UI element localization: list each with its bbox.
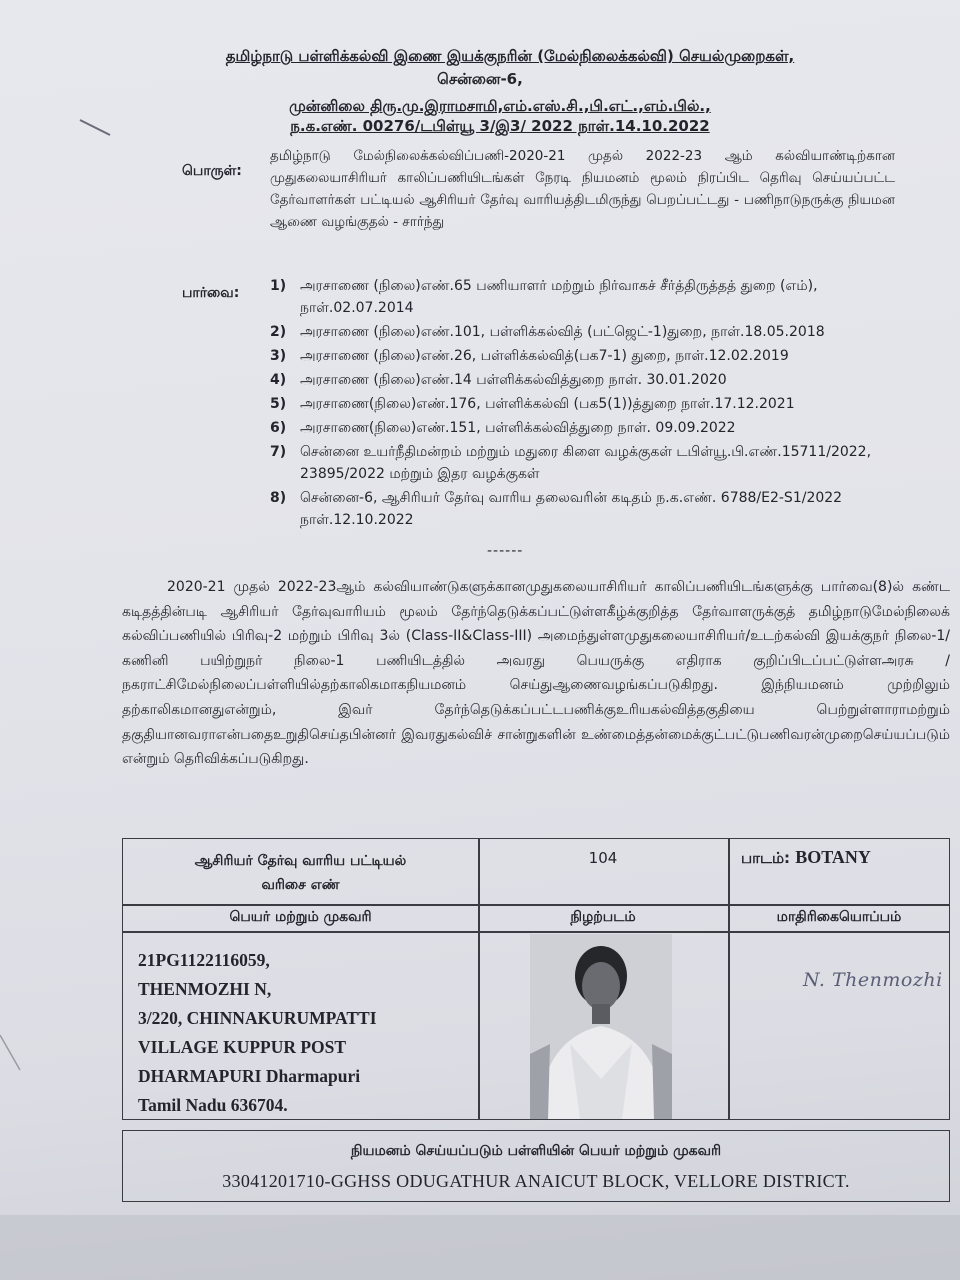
reference-item: 7) சென்னை உயர்நீதிமன்றம் மற்றும் மதுரை கிளை வழக்குகள் டபிள்யூ.பி.எண்.15711/2022, 23895/2022 மற்றும் இதர வழக்குகள்: [270, 444, 872, 482]
column-header-photo: நிழற்படம்: [570, 909, 636, 925]
school-box: [122, 1130, 950, 1202]
rank-value: 104: [588, 849, 618, 867]
order-body-paragraph: 2020-21 முதல் 2022-23ஆம் கல்வியாண்டுகளுக்கானமுதுகலையாசிரியர் காலிப்பணியிடங்களுக்கு பார்வை(8)ல் கண்ட கடிதத்தின்படி ஆசிரியர் தேர்வுவாரியம் மூலம் தேர்ந்தெடுக்கப்பட்டுள்ளகீழ்க்குறித்த தேர்வாளருக்குத் தமிழ்நாடுமேல்நிலைக் கல்விப்பணியில் பிரிவு-2 மற்றும் பிரிவு 3ல் (Class-II&Class-III) அமைந்துள்ளமுதுகலையாசிரியர்/உடற்கல்வி இயக்குநர் நிலை-1/கணினி பயிற்றுநர் நிலை-1 பணியிடத்தில் அவரது பெயருக்கு எதிராக குறிப்பிடப்பட்டுள்ளஅரசு / நகராட்சிமேல்நிலைப்பள்ளியில்தற்காலிகமாகநியமனம் செய்துஆணைவழங்கப்படுகிறது. இந்நியமனம் முற்றிலும் தற்காலிகமானதுஎன்றும், இவர் தேர்ந்தெடுக்கப்பட்டபணிக்குஉரியகல்வித்தகுதியை பெற்றுள்ளாராமற்றும் தகுதியானவராஎன்பதைஉறுதிசெய்தபின்னர் இவரதுகல்விச் சான்றுகளின் உண்மைத்தன்மைக்குட்பட்டுபணிவரன்முறைசெய்யப்படும் என்றும் தெரிவிக்கப்படுகிறது.: [122, 579, 950, 768]
subject-field-value: BOTANY: [795, 847, 871, 867]
reference-item: 3) அரசாணை (நிலை)எண்.26, பள்ளிக்கல்வித்(பக7-1) துறை, நாள்.12.02.2019: [270, 348, 789, 364]
candidate-address: 21PG1122116059, THENMOZHI N, 3/220, CHINNAKURUMPATTI VILLAGE KUPPUR POST DHARMAPURI Dharmapuri Tamil Nadu 636704.: [138, 950, 377, 1115]
header-reference-number: ந.க.எண். 00276/டபிள்யூ 3/இ3/ 2022 நாள்.14.10.2022: [290, 117, 710, 135]
subject-text: தமிழ்நாடு மேல்நிலைக்கல்விப்பணி-2020-21 முதல் 2022-23 ஆம் கல்வியாண்டிற்கான முதுகலையாசிரியர் காலிப்பணியிடங்கள் நேரடி நியமனம் மூலம் நிரப்பிட தெரிவு செய்யப்பட்ட தேர்வாளர்கள் பட்டியல் ஆசிரியர் தேர்வு வாரியத்திடமிருந்து பெறப்பட்டது - பணிநாடுநருக்கு நியமன ஆணை வழங்குதல் - சார்ந்து: [270, 148, 895, 230]
separator-line: ------: [487, 543, 524, 559]
header-office-title: தமிழ்நாடு பள்ளிக்கல்வி இணை இயக்குநரின் (மேல்நிலைக்கல்வி) செயல்முறைகள்,: [225, 47, 795, 65]
column-header-signature: மாதிரிகையொப்பம்: [776, 909, 902, 925]
subject-field: [741, 847, 871, 869]
reference-item: 4) அரசாணை (நிலை)எண்.14 பள்ளிக்கல்வித்துறை நாள். 30.01.2020: [270, 372, 727, 388]
header-city: சென்னை-6,: [437, 70, 523, 88]
header-officer: முன்னிலை திரு.மு.இராமசாமி,எம்.எஸ்.சி.,பி.எட்.,எம்.பில்.,: [289, 97, 711, 115]
column-header-name-address: பெயர் மற்றும் முகவரி: [229, 909, 372, 925]
reference-item: 8) சென்னை-6, ஆசிரியர் தேர்வு வாரிய தலைவரின் கடிதம் ந.க.எண். 6788/E2-S1/2022 நாள்.12.10.2022: [270, 490, 843, 528]
references-label: பார்வை:: [182, 285, 240, 301]
subject-field-label: பாடம்:: [741, 849, 791, 867]
candidate-photo: [530, 934, 672, 1119]
references-list: [270, 275, 910, 533]
school-name-address: 33041201710-GGHSS ODUGATHUR ANAICUT BLOCK, VELLORE DISTRICT.: [222, 1171, 850, 1191]
reference-item: 2) அரசாணை (நிலை)எண்.101, பள்ளிக்கல்வித் (பட்ஜெட்-1)துறை, நாள்.18.05.2018: [270, 324, 825, 340]
reference-item: 5) அரசாணை(நிலை)எண்.176, பள்ளிக்கல்வி (பக5(1))த்துறை நாள்.17.12.2021: [270, 396, 795, 412]
reference-item: 1) அரசாணை (நிலை)எண்.65 பணியாளர் மற்றும் நிர்வாகச் சீர்த்திருத்தத் துறை (எம்), நாள்.02.07.2014: [270, 278, 818, 316]
subject-label: பொருள்:: [182, 163, 242, 179]
reference-item: 6) அரசாணை(நிலை)எண்.151, பள்ளிக்கல்வித்துறை நாள். 09.09.2022: [270, 420, 736, 436]
candidate-signature: N. Thenmozhi: [803, 969, 943, 991]
school-label: நியமனம் செய்யப்படும் பள்ளியின் பெயர் மற்றும் முகவரி: [350, 1143, 722, 1159]
rank-label: ஆசிரியர் தேர்வு வாரிய பட்டியல் வரிசை எண்: [194, 853, 407, 893]
candidate-table: [122, 838, 950, 1120]
